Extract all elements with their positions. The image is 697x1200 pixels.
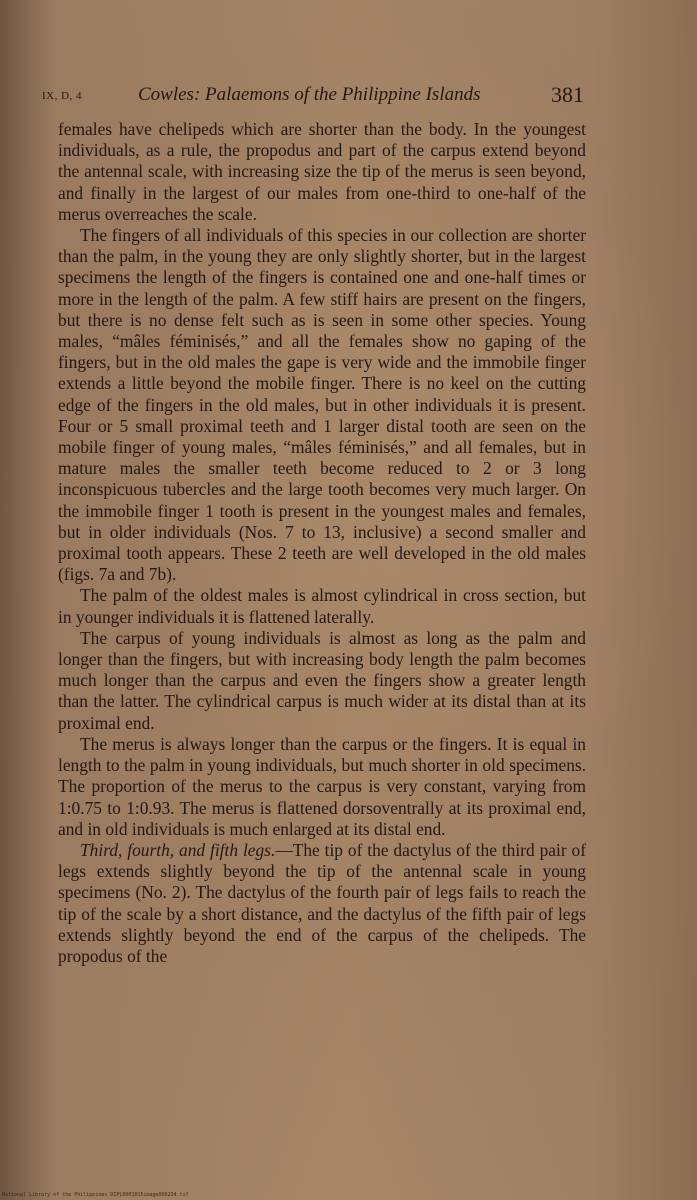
section-reference: IX, D, 4: [42, 90, 83, 102]
paragraph-legs: [58, 840, 586, 967]
paragraph: The fingers of all individuals of this species in our collection are shorter than the palm, in the young they are only slightly shorter, but in the largest specimens the length of the fingers is contained one and one-half times or more in the length of the palm. A few stiff hairs are present on the fingers, but there is no dense felt such as is seen in some other species. Young males, “mâles féminisés,” and all the females show no gaping of the fingers, but in the old males the gape is very wide and the immobile finger extends a little beyond the mobile finger. There is no keel on the cutting edge of the fingers in the old males, but in other individuals it is present. Four or 5 small proximal teeth and 1 larger distal tooth are seen on the mobile finger of young males, “mâles féminisés,” and all females, but in mature males the smaller teeth become reduced to 2 or 3 long inconspicuous tubercles and the large tooth becomes very much larger. On the immobile finger 1 tooth is present in the youngest males and females, but in older individuals (Nos. 7 to 13, inclusive) a second smaller and proximal tooth appears. These 2 teeth are well developed in the old males (figs. 7a and 7b).: [58, 225, 586, 585]
running-title: Cowles: Palaemons of the Philippine Islands: [138, 84, 481, 105]
legs-text: —The tip of the dactylus of the third pair of legs extends slightly beyond the tip of the antennal scale in young specimens (No. 2). The dactylus of the fourth pair of legs fails to reach the tip of the scale by a short distance, and the dactylus of the fifth pair of legs extends slightly beyond the end of the carpus of the chelipeds. The propodus of the: [58, 839, 586, 966]
paragraph: The carpus of young individuals is almost as long as the palm and longer than the fingers, but with increasing body length the palm becomes much longer than the carpus and even the fingers show a greater length than the latter. The cylindrical carpus is much wider at its distal than at its proximal end.: [58, 627, 586, 733]
page-number: 381: [551, 82, 584, 107]
body-text: [58, 119, 586, 967]
running-header: [42, 82, 590, 112]
paragraph: females have chelipeds which are shorter than the body. In the youngest individuals, as a rule, the propodus and part of the carpus extend beyond the antennal scale, with increasing size the tip of the merus is seen beyond, and finally in the largest of our males from one-third to one-half of the merus overreaches the scale.: [58, 119, 586, 224]
scan-footer: National Library of the Philippines DIPL0001015image000234.tif: [2, 1192, 189, 1198]
legs-subheading: Third, fourth, and fifth legs.: [80, 839, 276, 860]
paragraph: The palm of the oldest males is almost cylindrical in cross section, but in younger individuals it is flattened laterally.: [58, 585, 586, 627]
paragraph: The merus is always longer than the carpus or the fingers. It is equal in length to the palm in young individuals, but much shorter in old specimens. The proportion of the merus to the carpus is very constant, varying from 1:0.75 to 1:0.93. The merus is flattened dorsoventrally at its proximal end, and in old individuals is much enlarged at its distal end.: [58, 733, 586, 839]
